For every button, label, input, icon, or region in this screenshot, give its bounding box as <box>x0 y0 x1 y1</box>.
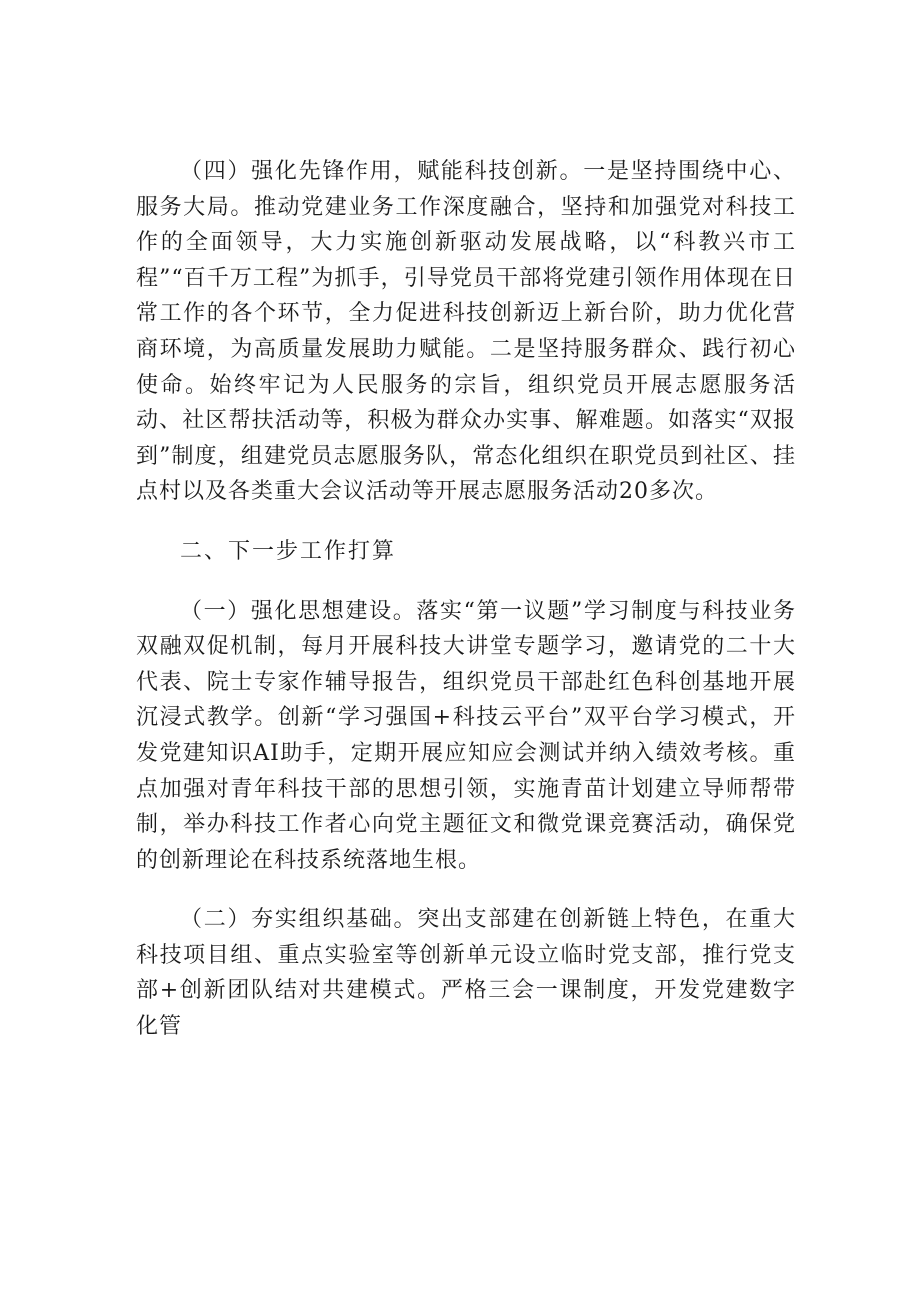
document-body <box>136 154 796 1069</box>
paragraph-ideological-building: （一）强化思想建设。落实“第一议题”学习制度与科技业务双融双促机制，每月开展科技大讲堂专题学习，邀请党的二十大代表、院士专家作辅导报告，组织党员干部赴红色科创基地开展沉浸式教学。创新“学习强国+科技云平台”双平台学习模式，开发党建知识AI助手，定期开展应知应会测试并纳入绩效考核。重点加强对青年科技干部的思想引领，实施青苗计划建立导师帮带制，举办科技工作者心向党主题征文和微党课竞赛活动，确保党的创新理论在科技系统落地生根。 <box>136 598 796 873</box>
paragraph-organizational-foundation: （二）夯实组织基础。突出支部建在创新链上特色，在重大科技项目组、重点实验室等创新单元设立临时党支部，推行党支部+创新团队结对共建模式。严格三会一课制度，开发党建数字化管 <box>136 907 796 1040</box>
paragraph-vanguard-role: （四）强化先锋作用，赋能科技创新。一是坚持围绕中心、服务大局。推动党建业务工作深度融合，坚持和加强党对科技工作的全面领导，大力实施创新驱动发展战略，以“科教兴市工程”“百千万工程”为抓手，引导党员干部将党建引领作用体现在日常工作的各个环节，全力促进科技创新迈上新台阶，助力优化营商环境，为高质量发展助力赋能。二是坚持服务群众、践行初心使命。始终牢记为人民服务的宗旨，组织党员开展志愿服务活动、社区帮扶活动等，积极为群众办实事、解难题。如落实“双报到”制度，组建党员志愿服务队，常态化组织在职党员到社区、挂点村以及各类重大会议活动等开展志愿服务活动20多次。 <box>136 159 796 505</box>
section-heading-next-steps: 二、下一步工作打算 <box>180 538 397 564</box>
